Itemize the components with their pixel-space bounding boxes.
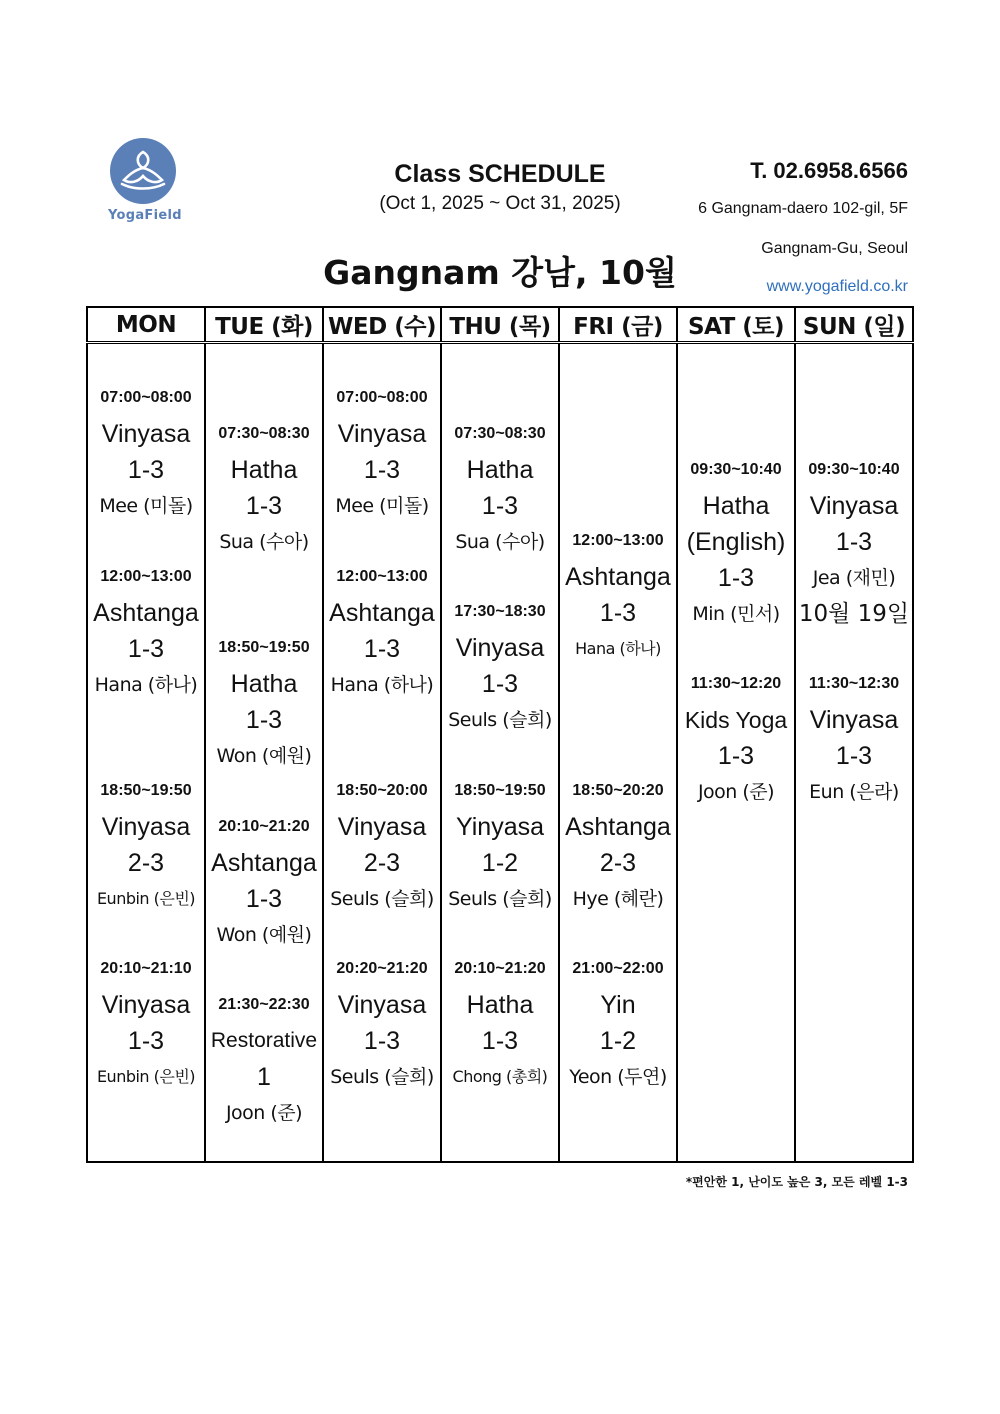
class-time: 11:30~12:30 [808,675,900,692]
class-block [88,773,204,917]
class-time: 12:00~13:00 [336,568,428,585]
class-instructor: Sua (수아) [219,531,309,553]
day-column-wed [323,343,441,1163]
class-level: 1-3 [717,742,755,770]
class-instructor: Hye (혜란) [572,888,664,910]
class-name: Vinyasa [337,813,427,841]
class-instructor: Eun (은라) [809,781,899,803]
class-instructor: Joon (준) [697,781,775,803]
class-block [796,666,912,810]
class-block [324,380,440,524]
address-line-1: 6 Gangnam-daero 102-gil, 5F [698,200,908,217]
class-time: 12:00~13:00 [100,568,192,585]
class-time: 07:30~08:30 [454,425,546,442]
class-time: 18:50~19:50 [100,782,192,799]
class-time: 07:00~08:00 [100,389,192,406]
class-block [560,951,676,1095]
phone-number: T. 02.6958.6566 [750,158,908,183]
class-name: Vinyasa [101,991,191,1019]
class-instructor: Mee (미돌) [335,495,429,517]
class-level: 1-3 [245,492,283,520]
class-level: 1-3 [481,1027,519,1055]
class-time: 18:50~20:20 [572,782,664,799]
class-instructor: Hana (하나) [575,639,661,658]
website-link[interactable]: www.yogafield.co.kr [766,278,908,295]
class-block [206,416,322,560]
class-name: Ashtanga [329,599,435,627]
class-date: 10월 19일 [798,601,910,627]
day-column-fri [559,343,677,1163]
day-header-tue: TUE (화) [205,307,323,343]
class-level: 2-3 [127,849,165,877]
day-column-thu [441,343,559,1163]
class-level: 1-3 [127,456,165,484]
class-block [324,951,440,1095]
class-instructor: Seuls (슬희) [448,888,552,910]
class-block [442,951,558,1095]
class-block [796,452,912,632]
class-level: 2-3 [599,849,637,877]
class-instructor: Seuls (슬희) [448,709,552,731]
class-level: 1-3 [599,599,637,627]
class-time: 09:30~10:40 [808,461,900,478]
day-column-sun [795,343,913,1163]
class-instructor: Yeon (두연) [569,1066,667,1088]
day-header-row [87,307,913,343]
class-time: 20:10~21:20 [218,818,310,835]
class-block [88,559,204,703]
class-name: Vinyasa [809,706,899,734]
class-level: 1-2 [599,1027,637,1055]
yogafield-logo [108,138,182,223]
class-name: Vinyasa [337,420,427,448]
class-block [678,452,794,632]
class-instructor: Seuls (슬희) [330,1066,434,1088]
class-name: Vinyasa [101,420,191,448]
class-name-sub: (English) [686,528,786,556]
level-footnote: *편안한 1, 난이도 높은 3, 모든 레벨 1-3 [685,1175,908,1189]
class-instructor: Chong (총희) [452,1067,548,1086]
class-block [206,987,322,1131]
day-header-fri: FRI (금) [559,307,677,343]
class-block [206,809,322,953]
class-time: 18:50~19:50 [218,639,310,656]
day-header-sun: SUN (일) [795,307,913,343]
class-time: 20:10~21:20 [454,960,546,977]
class-level: 1-2 [481,849,519,877]
class-name: Ashtanga [93,599,199,627]
branch-title: Gangnam 강남, 10월 [323,253,677,292]
class-instructor: Won (예원) [216,924,312,946]
day-header-mon: MON [87,307,205,343]
class-level: 2-3 [363,849,401,877]
class-level: 1-3 [245,706,283,734]
day-column-sat [677,343,795,1163]
class-level: 1-3 [717,564,755,592]
class-block [206,630,322,774]
class-level: 1-3 [481,670,519,698]
class-instructor: Sua (수아) [455,531,545,553]
class-level: 1-3 [127,635,165,663]
class-name: Yinyasa [455,813,544,841]
class-block [324,773,440,917]
class-block [560,773,676,917]
class-name: Ashtanga [565,563,671,591]
class-time: 07:00~08:00 [336,389,428,406]
class-time: 07:30~08:30 [218,425,310,442]
class-block [560,523,676,667]
class-time: 20:10~21:10 [100,960,192,977]
class-time: 09:30~10:40 [690,461,782,478]
schedule-period: (Oct 1, 2025 ~ Oct 31, 2025) [379,193,621,214]
class-instructor: Seuls (슬희) [330,888,434,910]
class-block [442,416,558,560]
day-header-sat: SAT (토) [677,307,795,343]
class-instructor: Eunbin (은빈) [96,1067,196,1086]
address-line-2: Gangnam-Gu, Seoul [761,240,908,257]
class-time: 18:50~19:50 [454,782,546,799]
class-time: 18:50~20:00 [336,782,428,799]
class-level: 1-3 [245,885,283,913]
class-name: Kids Yoga [684,707,788,733]
logo-text: YogaField [108,208,182,223]
class-name: Ashtanga [211,849,317,877]
day-header-thu: THU (목) [441,307,559,343]
class-block [442,594,558,738]
class-block [678,666,794,810]
class-name: Hatha [230,456,298,484]
class-level: 1-3 [127,1027,165,1055]
class-name: Vinyasa [337,991,427,1019]
class-time: 12:00~13:00 [572,532,664,549]
lotus-icon [110,138,176,204]
class-name: Hatha [466,991,534,1019]
class-block [88,951,204,1095]
day-column-tue [205,343,323,1163]
class-instructor: Hana (하나) [330,674,434,696]
class-level: 1-3 [363,1027,401,1055]
day-column-mon [87,343,205,1163]
class-name: Vinyasa [455,634,545,662]
class-name: Vinyasa [101,813,191,841]
class-instructor: Joon (준) [225,1102,303,1124]
class-level: 1-3 [363,635,401,663]
class-instructor: Won (예원) [216,745,312,767]
class-time: 17:30~18:30 [454,603,546,620]
schedule-table [86,306,914,1163]
class-block [324,559,440,703]
class-instructor: Eunbin (은빈) [96,889,196,908]
class-time: 21:00~22:00 [572,960,664,977]
class-instructor: Min (민서) [692,603,780,625]
class-name: Hatha [230,670,298,698]
class-time: 11:30~12:20 [690,675,782,692]
class-time: 21:30~22:30 [218,996,310,1013]
class-name: Vinyasa [809,492,899,520]
class-instructor: Hana (하나) [94,674,198,696]
class-name: Restorative [210,1029,318,1052]
class-level: 1-3 [363,456,401,484]
class-level: 1-3 [835,528,873,556]
class-block [88,380,204,524]
class-level: 1-3 [835,742,873,770]
page-title: Class SCHEDULE [394,160,606,188]
class-name: Hatha [702,492,770,520]
class-level: 1 [257,1063,271,1091]
class-name: Yin [600,991,636,1019]
class-instructor: Mee (미돌) [99,495,193,517]
class-level: 1-3 [481,492,519,520]
class-block [442,773,558,917]
class-time: 20:20~21:20 [336,960,428,977]
class-name: Hatha [466,456,534,484]
class-instructor: Jea (재민) [812,567,896,589]
day-header-wed: WED (수) [323,307,441,343]
class-name: Ashtanga [565,813,671,841]
